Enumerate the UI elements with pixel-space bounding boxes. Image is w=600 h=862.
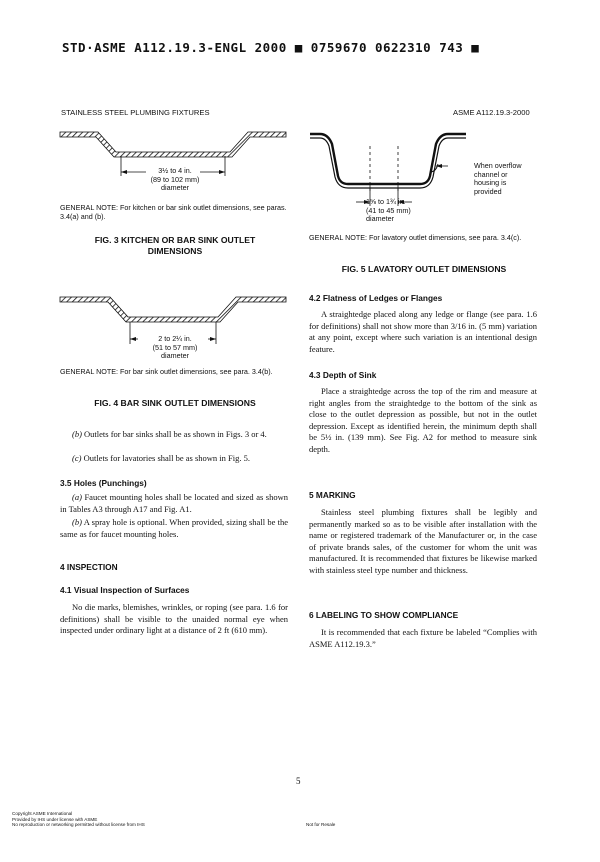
para-4-1: No die marks, blemishes, wrinkles, or roping (see para. 1.6 for definitions) shall be visible to the unaided normal eye when inspected under ordinary light at a distance of 2 ft (610 mm).	[60, 602, 288, 636]
fig5-dimension-label	[366, 198, 436, 224]
para-3-5-a-text: Faucet mounting holes shall be located and sized as shown in Tables A3 through A17 and Fig. A1.	[60, 492, 288, 514]
heading-3-5: 3.5 Holes (Punchings)	[60, 478, 147, 488]
para-3-5-a	[60, 492, 288, 515]
fig3-caption	[60, 235, 290, 257]
document-code-header: STD·ASME A112.19.3-ENGL 2000 ■ 0759670 0622310 743 ■	[62, 40, 480, 55]
running-head-left: STAINLESS STEEL PLUMBING FIXTURES	[61, 108, 210, 117]
para-b-marker: (b)	[72, 429, 82, 439]
fig5-callout-line2: channel or	[474, 169, 508, 179]
page-number: 5	[296, 776, 301, 786]
para-3-5-b-marker: (b)	[72, 517, 82, 527]
fig4-dimension-label	[140, 335, 210, 361]
para-3-5-a-marker: (a)	[72, 492, 82, 502]
para-c-marker: (c)	[72, 453, 82, 463]
fig5-lavatory-outlet-drawing	[308, 128, 468, 208]
footer-line3: No reproduction or networking permitted without license from IHS	[12, 822, 145, 827]
fig5-dim-line3: diameter	[366, 214, 394, 223]
heading-6-labeling: 6 LABELING TO SHOW COMPLIANCE	[309, 610, 459, 620]
fig3-dim-line1: 3½ to 4 in.	[158, 166, 192, 175]
fig5-dim-line1: 1⅝ to 1¾ in.	[366, 197, 406, 206]
fig3-caption-line1: FIG. 3 KITCHEN OR BAR SINK OUTLET	[94, 235, 256, 245]
fig5-general-note: GENERAL NOTE: For lavatory outlet dimensions, see para. 3.4(c).	[309, 233, 522, 242]
para-4-3: Place a straightedge across the top of the rim and measure at right angles from the straightedge to the bottom of the sink as close to the outlet depression as possible, but not in the outlet depression. Except as identified herein, the minimum depth shall be 5½ in. (139 mm). See Fig. A2 for method to measure sink depth.	[309, 386, 537, 454]
para-3-5-b	[60, 517, 288, 540]
fig3-general-note: GENERAL NOTE: For kitchen or bar sink outlet dimensions, see paras. 3.4(a) and (b).	[60, 203, 287, 221]
fig5-callout-line1: When overflow	[474, 161, 522, 170]
fig5-caption: FIG. 5 LAVATORY OUTLET DIMENSIONS	[341, 264, 507, 274]
fig3-dim-line2: (89 to 102 mm)	[150, 174, 200, 184]
footer-copyright	[12, 811, 145, 828]
fig3-dimension-label	[148, 167, 202, 193]
footer-not-for-resale: Not for Resale	[306, 822, 336, 827]
fig4-dim-line1: 2 to 2¼ in.	[158, 334, 192, 343]
heading-4-inspection: 4 INSPECTION	[60, 562, 118, 572]
footer-line1: Copyright ASME International	[12, 811, 73, 816]
heading-4-2: 4.2 Flatness of Ledges or Flanges	[309, 293, 443, 303]
para-b-bar-sinks	[60, 429, 288, 441]
fig5-dim-line2: (41 to 45 mm)	[366, 205, 411, 215]
heading-4-1: 4.1 Visual Inspection of Surfaces	[60, 585, 190, 595]
fig4-general-note: GENERAL NOTE: For bar sink outlet dimensions, see para. 3.4(b).	[60, 367, 273, 376]
fig4-dim-line2: (51 to 57 mm)	[152, 342, 198, 352]
fig3-caption-line2: DIMENSIONS	[147, 246, 203, 256]
fig4-caption: FIG. 4 BAR SINK OUTLET DIMENSIONS	[94, 398, 256, 408]
heading-5-marking: 5 MARKING	[309, 490, 356, 500]
para-c-lavatories	[60, 453, 288, 465]
para-3-5-b-text: A spray hole is optional. When provided, sizing shall be the same as for faucet mounting holes.	[60, 517, 288, 539]
fig4-dim-line3: diameter	[161, 351, 189, 360]
fig5-callout	[474, 162, 544, 196]
footer-line2: Provided by IHS under license with ASME	[12, 816, 98, 822]
para-4-2: A straightedge placed along any ledge or flange (see para. 1.6 for definitions) shall not show more than 3/16 in. (5 mm) variation at any point, except where such variation is an intentional design feature.	[309, 309, 537, 354]
fig3-dim-line3: diameter	[161, 183, 189, 192]
para-c-text: Outlets for lavatories shall be as shown in Fig. 5.	[83, 453, 250, 463]
para-6: It is recommended that each fixture be labeled “Complies with ASME A112.19.3.”	[309, 627, 537, 649]
heading-4-3: 4.3 Depth of Sink	[309, 370, 377, 380]
fig5-callout-line3: housing is	[474, 178, 507, 187]
para-5: Stainless steel plumbing fixtures shall be legibly and permanently marked so as to be visible after installation with the name or registered trademark of the Manufacturer or, in the case of private brands sales, of the customer for whom the unit was manufactured. It is recommended that fixtures be likewise marked with stainless steel type number and thickness.	[309, 507, 537, 575]
fig5-callout-line4: provided	[474, 186, 502, 196]
para-b-text: Outlets for bar sinks shall be as shown in Figs. 3 or 4.	[84, 429, 267, 439]
running-head-right: ASME A112.19.3-2000	[453, 108, 530, 117]
